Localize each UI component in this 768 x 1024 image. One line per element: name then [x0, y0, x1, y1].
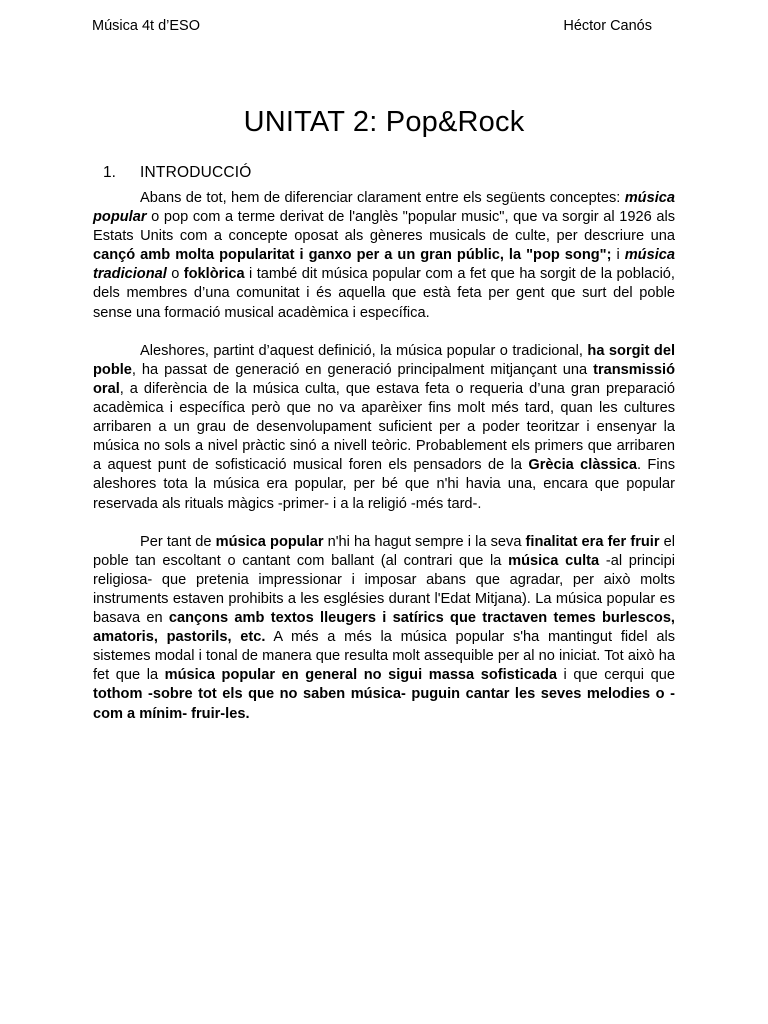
paragraph-run: foklòrica: [183, 266, 245, 283]
paragraph-run: cançó amb molta popularitat i ganxo per a un gran públic, la "pop song";: [93, 247, 612, 264]
header-course: Música 4t d’ESO: [92, 18, 200, 34]
paragraph-run: Grècia clàssica: [528, 457, 637, 474]
paragraph-run: ha sorgit del poble: [93, 342, 676, 378]
document-title: UNITAT 2: Pop&Rock: [243, 106, 525, 138]
section-label: INTRODUCCIÓ: [140, 164, 252, 181]
paragraph-run: cançons amb textos lleugers i satírics que tractaven temes burlescos, amatoris, pastorils, etc.: [93, 610, 675, 646]
section-heading: [103, 164, 252, 182]
paragraph-run: música popular: [93, 190, 675, 226]
paragraph-run: n'hi ha hagut sempre i la seva: [323, 533, 526, 550]
paragraph-run: . Fins aleshores tota la música era popular, per bé que n'hi havia una, encara que popular reservada als rituals màgics -primer- i a la religió -més tard-.: [93, 457, 675, 512]
paragraph-run: Abans de tot, hem de diferenciar clarament entre els següents conceptes:: [140, 190, 625, 206]
paragraph-run: finalitat era fer fruir: [525, 533, 660, 550]
page-header: [92, 18, 652, 38]
paragraph-run: transmissió oral: [93, 361, 675, 397]
paragraph-run: i que cerqui que: [556, 667, 675, 684]
paragraph-run: el poble tan escoltant o cantant com ballant (al contrari que la: [93, 533, 676, 569]
paragraph-run: música popular: [215, 533, 324, 550]
paragraph-run: , ha passat de generació en generació principalment mitjançant una: [131, 361, 594, 378]
paragraph-run: tothom -sobre tot els que no saben música- puguin cantar les seves melodies o -com a mínim- fruir-les.: [93, 686, 675, 722]
paragraph-1: [93, 189, 675, 323]
paragraph-2: [93, 342, 675, 514]
paragraph-run: música tradicional: [93, 247, 675, 283]
paragraph-run: Aleshores, partint d’aquest definició, la música popular o tradicional,: [140, 342, 588, 359]
paragraph-run: , a diferència de la música culta, que estava feta o requeria d’una gran preparació acadèmica i específica però que no va aparèixer fins molt més tard, quan les cultures arribaren a un grau de desenvolupament suficient per a poder teoritzar i ensenyar la música no sols a nivel pràctic sinó a nivell teòric. Probablement els primers que arribaren a aquest punt de sofisticació musical foren els pensadors de la: [93, 380, 675, 474]
section-number: 1.: [103, 164, 116, 181]
paragraph-3: [93, 533, 675, 724]
body-text: [93, 189, 675, 724]
paragraph-run: i també dit música popular com a fet que ha sorgit de la població, dels membres d’una comunitat i és aquella que està feta per gent que surt del poble sense una formació musical acadèmica i específica.: [93, 266, 675, 321]
paragraph-run: Per tant de: [140, 533, 216, 550]
header-author: Héctor Canós: [563, 18, 652, 34]
paragraph-run: -al principi religiosa- que pretenia impressionar i imposar abans que agradar, per això molts instruments estaven prohibits a les esglésies durant l'Edat Mitjana). La música popular es basava en: [93, 552, 675, 627]
paragraph-run: o pop com a terme derivat de l'anglès "popular music", que va sorgir al 1926 als Estats Units com a concepte oposat als gèneres musicals de culte, per descriure una: [93, 209, 675, 245]
paragraph-run: música popular en general no sigui massa sofisticada: [164, 667, 557, 684]
paragraph-run: música culta: [508, 552, 600, 569]
paragraph-run: A més a més la música popular s'ha mantingut fidel als sistemes modal i tonal de manera que resulta molt assequible per al no iniciat. Tot això ha fet que la: [93, 629, 675, 684]
paragraph-run: i: [611, 247, 625, 264]
paragraph-run: o: [166, 266, 184, 283]
